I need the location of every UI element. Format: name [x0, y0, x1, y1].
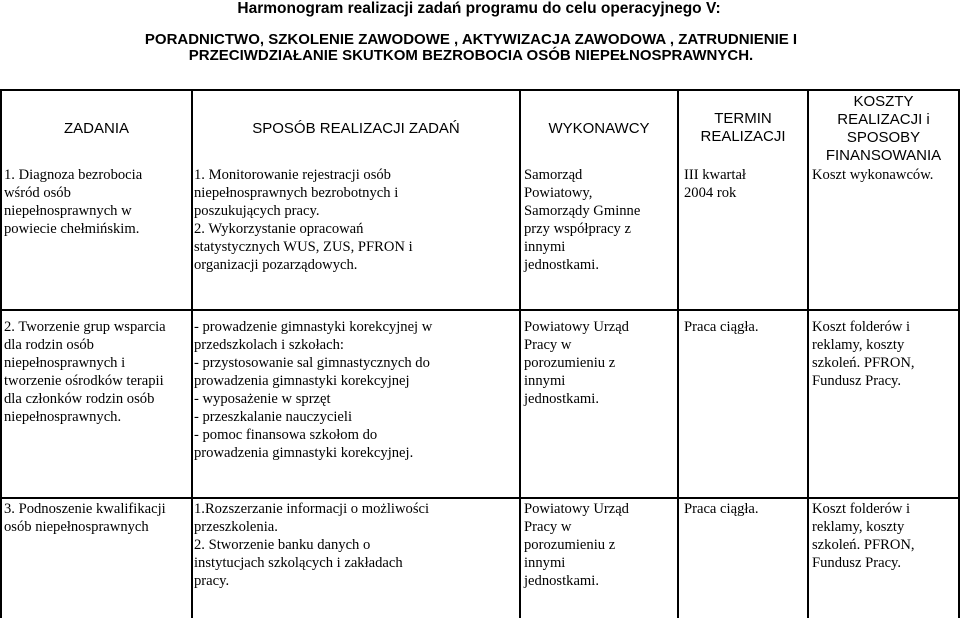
table-top-border [0, 89, 960, 91]
row1-termin: III kwartał 2004 rok [684, 167, 746, 201]
row3-zadanie: 3. Podnoszenie kwalifikacji osób niepełnosprawnych [4, 501, 166, 535]
row2-sposob: - prowadzenie gimnastyki korekcyjnej w przedszkolach i szkołach: - przystosowanie sal gimnastycznych do prowadzenia gimnastyki korekcyjnej - wyposażenie w sprzęt - przeszkalanie nauczycieli - pomoc finansowa szkołom do prowadzenia gimnastyki korekcyjnej. [194, 319, 433, 461]
column-border-3 [677, 90, 679, 618]
column-border-left [0, 90, 2, 618]
row1-koszty: Koszt wykonawców. [812, 167, 934, 183]
column-border-4 [807, 90, 809, 618]
row2-zadanie: 2. Tworzenie grup wsparcia dla rodzin osób niepełnosprawnych i tworzenie ośrodków terapii dla członków rodzin osób niepełnosprawnych. [4, 319, 166, 425]
header-wykonawcy: WYKONAWCY [548, 120, 650, 137]
row1-wykonawcy: Samorząd Powiatowy, Samorządy Gminne przy współpracy z innymi jednostkami. [524, 167, 641, 273]
row3-termin: Praca ciągła. [684, 501, 759, 517]
column-border-2 [519, 90, 521, 618]
row2-wykonawcy: Powiatowy Urząd Pracy w porozumieniu z innymi jednostkami. [524, 319, 629, 407]
row3-sposob: 1.Rozszerzanie informacji o możliwości przeszkolenia. 2. Stworzenie banku danych o instytucjach szkolących i zakładach pracy. [194, 501, 430, 589]
document-subtitle-line2: PRZECIWDZIAŁANIE SKUTKOM BEZROBOCIA OSÓB NIEPEŁNOSPRAWNYCH. [188, 47, 754, 64]
row3-koszty: Koszt folderów i reklamy, koszty szkoleń. PFRON, Fundusz Pracy. [812, 501, 915, 571]
row2-termin: Praca ciągła. [684, 319, 759, 335]
column-border-1 [191, 90, 193, 618]
document-title: Harmonogram realizacji zadań programu do celu operacyjnego V: [237, 0, 721, 17]
header-termin-realizacji: TERMIN REALIZACJI [700, 110, 786, 145]
document-subtitle-line1: PORADNICTWO, SZKOLENIE ZAWODOWE , AKTYWIZACJA ZAWODOWA , ZATRUDNIENIE I [144, 31, 798, 48]
header-koszty: KOSZTY REALIZACJI i SPOSOBY FINANSOWANIA [825, 93, 942, 164]
header-sposob-realizacji: SPOSÓB REALIZACJI ZADAŃ [252, 120, 460, 137]
row2-koszty: Koszt folderów i reklamy, koszty szkoleń. PFRON, Fundusz Pracy. [812, 319, 915, 389]
row1-sposob: 1. Monitorowanie rejestracji osób niepełnosprawnych bezrobotnych i poszukujących pracy. 2. Wykorzystanie opracowań statystycznych WUS, ZUS, PFRON i organizacji pozarządowych. [194, 167, 413, 273]
row-separator-1 [0, 309, 960, 311]
row-separator-2 [0, 497, 960, 499]
header-zadania: ZADANIA [63, 120, 129, 137]
row1-zadanie: 1. Diagnoza bezrobocia wśród osób niepełnosprawnych w powiecie chełmińskim. [4, 167, 143, 237]
row3-wykonawcy: Powiatowy Urząd Pracy w porozumieniu z innymi jednostkami. [524, 501, 629, 589]
